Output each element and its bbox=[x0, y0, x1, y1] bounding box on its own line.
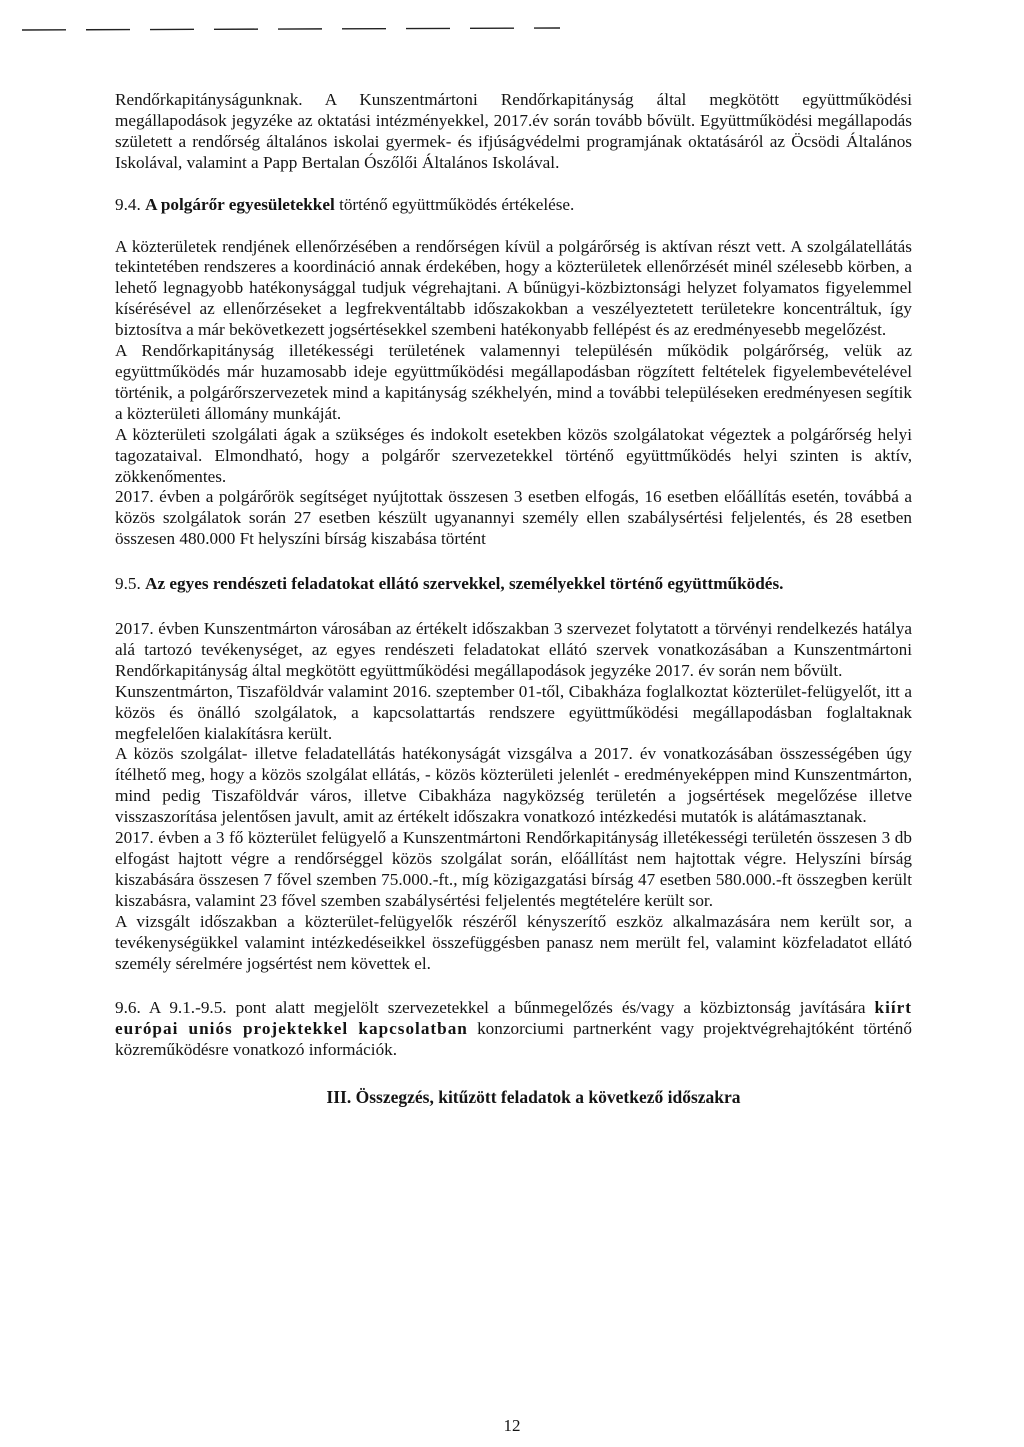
top-dashed-rule bbox=[0, 22, 1024, 34]
section-9-5-heading bbox=[115, 574, 912, 595]
section-9-4-number: 9.4. bbox=[115, 194, 141, 214]
section-9-6-tail: konzorciumi partnerként vagy projektvégrehajtóként történő közreműködésre vonatkozó információk. bbox=[115, 1019, 912, 1060]
intro-paragraph: Rendőrkapitányságunknak. A Kunszentmártoni Rendőrkapitányság által megkötött együttműködési megállapodások jegyzéke az oktatási intézményekkel, 2017.év során tovább bővült. Együttműködési megállapodás született a rendőrség általános iskolai gyermek- és ifjúságvédelmi programjának oktatásáról az Öcsödi Általános Iskolával, valamint a Papp Bertalan Ószőlői Általános Iskolával. bbox=[115, 90, 912, 172]
section-9-4-title-bold: A polgárőr egyesületekkel bbox=[145, 194, 335, 214]
section-9-5-number: 9.5. bbox=[115, 574, 141, 594]
section-9-5-paragraph: A vizsgált időszakban a közterület-felügyelők részéről kényszerítő eszköz alkalmazására nem került sor, a tevékenységükkel valamint intézkedéseikkel összefüggésben panasz nem merült fel, valamint közfeladatot ellátó személy sérelmére jogsértést nem követtek el. bbox=[115, 911, 912, 973]
section-9-6-paragraph bbox=[115, 998, 912, 1061]
page-number: 12 bbox=[503, 1416, 521, 1435]
section-9-4-paragraph: 2017. évben a polgárőrök segítséget nyújtottak összesen 3 esetben elfogás, 16 esetben előállítás esetén, továbbá a közös szolgálatok során 27 esetben készült ugyanannyi személy ellen szabálysértési feljelentés, és 28 esetben összesen 480.000 Ft helyszíni bírság kiszabása történt bbox=[115, 487, 912, 549]
section-9-4-paragraph: A közterületi szolgálati ágak a szükséges és indokolt esetekben közös szolgálatokat végeztek a polgárőrség helyi tagozataival. Elmondható, hogy a polgárőr szervezetekkel történő együttműködés helyi szinten is aktív, zökkenőmentes. bbox=[115, 424, 912, 486]
section-9-4-paragraph: A közterületek rendjének ellenőrzésében a rendőrségen kívül a polgárőrség is aktívan részt vett. A szolgálatellátás tekintetében rendszeres a koordináció annak érdekében, hogy a közterületek ellenőrzését minél szélesebb körben, a lehető legnagyobb hatékonysággal tudjuk végrehajtani. A bűnügyi-közbiztonsági helyzet folyamatos figyelemmel kísérésével az ellenőrzéseket a legfrekventáltabb időszakokban a veszélyeztetett területekre koncentráltuk, így biztosítva a már bekövetkezett jogsértésekkel szembeni hatékonyabb fellépést és az eredményesebb megelőzést. bbox=[115, 236, 912, 340]
section-9-4-paragraph: A Rendőrkapitányság illetékességi területének valamennyi településén működik polgárőrség, velük az együttműködés már huzamosabb ideje együttműködési megállapodásban rögzített feltételek figyelembevételével történik, a polgárőrszervezetek mind a kapitányság székhelyén, mind a további településeken eredményesen segítik a közterületi állomány munkáját. bbox=[115, 341, 912, 423]
section-9-4-title-rest: történő együttműködés értékelése. bbox=[339, 194, 575, 214]
section-9-5-paragraph: 2017. évben a 3 fő közterület felügyelő a Kunszentmártoni Rendőrkapitányság illetékességi területén összesen 3 db elfogást hajtott végre a rendőrséggel közös szolgálat során, előállítást nem hajtottak végre. Helyszíni bírság kiszabására összesen 7 fővel szemben 75.000.-ft., míg közigazgatási bírság 47 esetben 580.000.-ft összegben került kiszabásra, valamint 23 fővel szemben szabálysértési feljelentés megtételére került sor. bbox=[115, 828, 912, 910]
section-9-6-bold: kiírt európai uniós projektekkel kapcsolatban bbox=[115, 998, 913, 1039]
section-9-5-paragraph: 2017. évben Kunszentmárton városában az értékelt időszakban 3 szervezet folytatott a törvényi rendelkezés hatálya alá tartozó tevékenységet, az egyes rendészeti feladatokat ellátó szervek vonatkozásában a Kunszentmártoni Rendőrkapitányság által megkötött együttműködési megállapodások jegyzéke 2017. év során nem bővült. bbox=[115, 619, 912, 680]
section-9-4-heading bbox=[115, 195, 912, 216]
section-9-5-paragraph: Kunszentmárton, Tiszaföldvár valamint 2016. szeptember 01-től, Cibakháza foglalkoztat közterület-felügyelőt, itt a közös és önálló szolgálatok, a kapcsolattartás rendszere együttműködési megállapodásban foglaltaknak megfelelően kialakításra került. bbox=[115, 681, 912, 743]
section-9-5-title: Az egyes rendészeti feladatokat ellátó szervekkel, személyekkel történő együttműködés. bbox=[145, 574, 784, 594]
section-iii-title: III. Összegzés, kitűzött feladatok a következő időszakra bbox=[326, 1087, 741, 1108]
section-9-5-paragraph: A közös szolgálat- illetve feladatellátás hatékonyságát vizsgálva a 2017. év vonatkozásában összességében úgy ítélhető meg, hogy a közös szolgálat ellátás, - közös közterületi jelenlét - eredményeképpen mind Kunszentmárton, mind pedig Tiszaföldvár város, illetve Cibakháza nagyközség területén a jogsértések megelőzése illetve visszaszorítása jelentősen javult, amit az értékelt időszakra vonatkozó intézkedési mutatók is alátámasztanak. bbox=[115, 744, 912, 827]
section-9-6-lead: 9.6. A 9.1.-9.5. pont alatt megjelölt szervezetekkel a bűnmegelőzés és/vagy a közbiztonság javítására bbox=[115, 998, 866, 1018]
document-page bbox=[115, 90, 912, 1108]
